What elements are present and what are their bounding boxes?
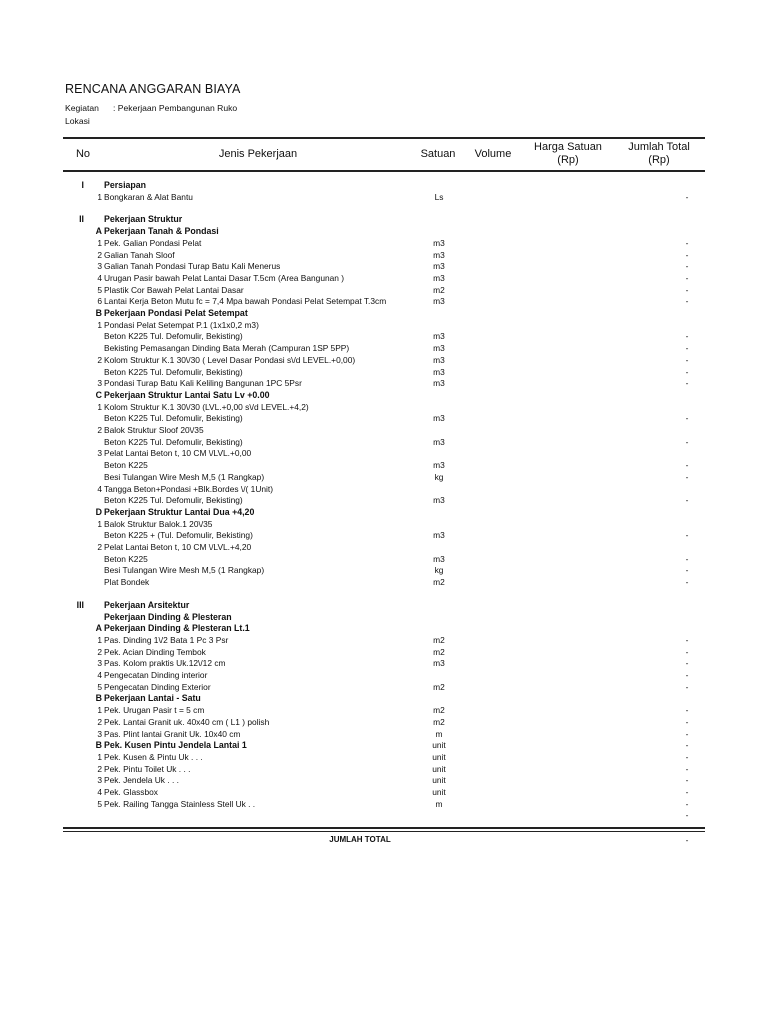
row-description: Plat Bondek — [104, 577, 150, 588]
row-description: Pek. Galian Pondasi Pelat — [104, 237, 202, 248]
row-number: 1 — [97, 518, 102, 529]
row-total: - — [685, 296, 689, 307]
row-number: 3 — [97, 728, 102, 739]
header-jumlah-line1: Jumlah Total — [628, 141, 690, 153]
row-description: Plastik Cor Bawah Pelat Lantai Dasar — [104, 284, 244, 295]
table-row — [0, 529, 768, 541]
row-number: B — [95, 693, 102, 704]
table-row — [0, 295, 768, 307]
row-total: - — [685, 787, 689, 797]
table-row — [0, 319, 768, 331]
row-unit: unit — [432, 775, 446, 786]
row-description: Pekerjaan Struktur Lantai Satu Lv +0.00 — [104, 389, 270, 400]
row-number: 3 — [97, 775, 102, 786]
row-description: Beton K225 Tul. Defomulir, Bekisting) — [104, 366, 243, 377]
row-number: 2 — [97, 716, 102, 727]
row-description: Pondasi Turap Batu Kali Keliling Bangunan 1PC 5Psr — [104, 378, 302, 389]
table-bottom-rule — [63, 827, 705, 829]
row-description: Bekisting Pemasangan Dinding Bata Merah (Campuran 1SP 5PP) — [104, 343, 350, 354]
row-description: Pengecatan Dinding Exterior — [104, 681, 211, 692]
row-description: Balok Struktur Balok.1 20\/35 — [104, 518, 213, 529]
row-description: Galian Tanah Sloof — [104, 249, 175, 260]
table-row — [0, 249, 768, 261]
row-number: 3 — [97, 448, 102, 459]
row-total: - — [685, 565, 689, 576]
row-description: Pek. Railing Tangga Stainless Stell Uk . . — [104, 798, 256, 809]
row-number: 1 — [97, 191, 102, 202]
table-row — [0, 494, 768, 506]
row-description: Pek. Acian Dinding Tembok — [104, 646, 206, 657]
row-total: - — [685, 331, 689, 342]
header-harga-line2: (Rp) — [557, 154, 579, 166]
row-description: Pas. Dinding 1\/2 Bata 1 Pc 3 Psr — [104, 634, 229, 645]
table-row — [0, 564, 768, 576]
row-number: 1 — [97, 751, 102, 762]
row-total: - — [685, 670, 689, 680]
table-row — [0, 424, 768, 436]
row-description: Beton K225 Tul. Defomulir, Bekisting) — [104, 495, 243, 506]
row-unit: m3 — [433, 553, 445, 564]
row-description: Pengecatan Dinding interior — [104, 670, 208, 680]
table-row — [0, 646, 768, 658]
table-row — [0, 518, 768, 530]
header-satuan: Satuan — [420, 148, 456, 160]
row-number: 2 — [97, 646, 102, 657]
row-description: Pek. Jendela Uk . . . — [104, 775, 179, 786]
row-total: - — [685, 658, 689, 669]
subsection-row — [0, 307, 768, 319]
row-total: - — [685, 577, 689, 588]
table-row — [0, 401, 768, 413]
row-unit: m2 — [433, 681, 445, 692]
row-total: - — [685, 716, 689, 727]
row-unit: m3 — [433, 378, 445, 389]
row-number: 3 — [97, 658, 102, 669]
subsection-row — [0, 506, 768, 518]
row-number: 4 — [97, 670, 102, 680]
table-row — [0, 260, 768, 272]
total-label: JUMLAH TOTAL — [329, 835, 391, 844]
table-row — [0, 342, 768, 354]
row-number: D — [95, 506, 102, 517]
section-row — [0, 179, 768, 191]
row-number: 1 — [97, 634, 102, 645]
subsection-row — [0, 611, 768, 623]
row-unit: m3 — [433, 366, 445, 377]
row-description: Kolom Struktur K.1 30\/30 (LVL.+0,00 s\/d LEVEL.+4,2) — [104, 401, 309, 412]
header-jumlah-line2: (Rp) — [648, 154, 670, 166]
table-bottom-rule-thin — [63, 831, 705, 832]
row-description: Beton K225 Tul. Defomulir, Bekisting) — [104, 413, 243, 424]
row-description: Pek. Kusen & Pintu Uk . . . — [104, 751, 203, 762]
row-unit: m3 — [433, 272, 445, 283]
row-description: Pekerjaan Dinding & Plesteran Lt.1 — [104, 623, 250, 634]
row-total: - — [685, 553, 689, 564]
row-description: Persiapan — [104, 180, 147, 190]
subsection-row — [0, 739, 768, 751]
row-total: - — [685, 798, 689, 809]
row-total: - — [685, 272, 689, 283]
row-description: Pekerjaan Lantai - Satu — [104, 693, 201, 704]
row-total: - — [685, 249, 689, 260]
row-description: Beton K225 + (Tul. Defomulir, Bekisting) — [104, 530, 253, 541]
row-description: Balok Struktur Sloof 20\/35 — [104, 425, 204, 435]
row-number: 4 — [97, 787, 102, 797]
row-unit: m3 — [433, 261, 445, 272]
row-description: Pekerjaan Struktur Lantai Dua +4,20 — [104, 506, 255, 517]
section-row — [0, 599, 768, 611]
row-description: Beton K225 — [104, 460, 148, 471]
row-total: - — [685, 460, 689, 471]
row-unit: m3 — [433, 530, 445, 541]
row-description: Pondasi Pelat Setempat P.1 (1x1x0,2 m3) — [104, 319, 259, 330]
row-description: Besi Tulangan Wire Mesh M,5 (1 Rangkap) — [104, 471, 265, 482]
row-description: Lantai Kerja Beton Mutu fc = 7,4 Mpa bawah Pondasi Pelat Setempat T.3cm — [104, 296, 387, 307]
row-description: Urugan Pasir bawah Pelat Lantai Dasar T.5cm (Area Bangunan ) — [104, 272, 345, 283]
row-description: Galian Tanah Pondasi Turap Batu Kali Menerus — [104, 261, 281, 272]
row-number: 4 — [97, 483, 102, 494]
subsection-row — [0, 225, 768, 237]
row-description: Beton K225 Tul. Defomulir, Bekisting) — [104, 331, 243, 342]
row-unit: unit — [432, 763, 446, 774]
row-unit: m2 — [433, 577, 445, 588]
row-number: 3 — [97, 378, 102, 389]
table-row — [0, 330, 768, 342]
row-description: Pek. Urugan Pasir t = 5 cm — [104, 705, 205, 716]
row-number: 1 — [97, 705, 102, 716]
table-row — [0, 751, 768, 763]
row-unit: Ls — [434, 191, 444, 202]
row-unit: m3 — [433, 296, 445, 307]
row-unit: kg — [434, 471, 444, 482]
table-row — [0, 191, 768, 203]
header-harga-line1: Harga Satuan — [534, 141, 602, 153]
table-row — [0, 412, 768, 424]
row-total: - — [685, 366, 689, 377]
table-row — [0, 284, 768, 296]
row-total: - — [685, 354, 689, 365]
row-number: 1 — [97, 237, 102, 248]
row-number: 2 — [97, 763, 102, 774]
table-row — [0, 459, 768, 471]
row-number: A — [95, 226, 102, 237]
row-description: Pek. Glassbox — [104, 787, 158, 797]
row-unit: m3 — [433, 354, 445, 365]
header-jenis-pekerjaan: Jenis Pekerjaan — [218, 148, 298, 160]
row-total: - — [685, 343, 689, 354]
row-total: - — [685, 763, 689, 774]
kegiatan-line — [65, 103, 237, 113]
row-number: B — [95, 308, 102, 318]
row-total: - — [685, 471, 689, 482]
row-total: - — [685, 728, 689, 739]
subsection-row — [0, 389, 768, 401]
row-unit: m2 — [433, 705, 445, 716]
row-total: - — [685, 751, 689, 762]
row-total: - — [685, 681, 689, 692]
row-description: Pekerjaan Tanah & Pondasi — [104, 226, 219, 237]
row-total: - — [685, 530, 689, 541]
row-number: 2 — [97, 354, 102, 365]
header-no: No — [75, 148, 91, 160]
table-row — [0, 716, 768, 728]
row-unit: unit — [432, 751, 446, 762]
table-header — [63, 137, 705, 172]
table-row — [0, 447, 768, 459]
lokasi-line — [65, 116, 113, 126]
row-number: 5 — [97, 681, 102, 692]
row-number: II — [79, 214, 84, 225]
row-description: Kolom Struktur K.1 30\/30 ( Level Dasar Pondasi s\/d LEVEL.+0,00) — [104, 354, 356, 365]
subsection-row — [0, 622, 768, 634]
row-unit: m3 — [433, 343, 445, 354]
table-row — [0, 237, 768, 249]
table-row — [0, 471, 768, 483]
table-row — [0, 634, 768, 646]
row-number: 1 — [97, 401, 102, 412]
row-description: Pekerjaan Arsitektur — [104, 599, 190, 610]
row-number: 3 — [97, 261, 102, 272]
row-description: Pek. Pintu Toilet Uk . . . — [104, 763, 191, 774]
row-number: 4 — [97, 272, 102, 283]
table-row — [0, 483, 768, 495]
row-number: 5 — [97, 798, 102, 809]
header-volume: Volume — [474, 148, 512, 160]
row-unit: kg — [434, 565, 444, 576]
table-row — [0, 704, 768, 716]
table-row — [0, 728, 768, 740]
row-total: - — [685, 740, 689, 751]
row-description: Pas. Kolom praktis Uk.12\/12 cm — [104, 658, 226, 669]
row-description: Pelat Lantai Beton t, 10 CM \/LVL.+4,20 — [104, 542, 252, 552]
row-unit: m — [435, 728, 443, 739]
row-unit: m3 — [433, 249, 445, 260]
row-unit: m3 — [433, 237, 445, 248]
row-number: B — [95, 740, 102, 751]
table-row — [0, 669, 768, 681]
row-unit: m3 — [433, 413, 445, 424]
row-unit: m2 — [433, 284, 445, 295]
row-total: - — [685, 775, 689, 786]
row-total: - — [685, 634, 689, 645]
table-row — [0, 272, 768, 284]
header-harga-satuan — [523, 141, 613, 167]
row-number: 2 — [97, 425, 102, 435]
table-row — [0, 377, 768, 389]
row-unit: m2 — [433, 716, 445, 727]
row-total: - — [685, 378, 689, 389]
row-total: - — [685, 495, 689, 506]
row-unit: m2 — [433, 646, 445, 657]
row-unit: unit — [432, 787, 446, 797]
row-number: 2 — [97, 542, 102, 552]
table-row — [0, 576, 768, 588]
row-number: A — [95, 623, 102, 634]
row-number: 2 — [97, 249, 102, 260]
row-description: Pelat Lantai Beton t, 10 CM \/LVL.+0,00 — [104, 448, 252, 459]
row-unit: m3 — [433, 460, 445, 471]
row-description: Pekerjaan Pondasi Pelat Setempat — [104, 308, 248, 318]
table-row — [0, 354, 768, 366]
table-row — [0, 774, 768, 786]
row-total: - — [685, 284, 689, 295]
row-description: Tangga Beton+Pondasi +Blk.Bordes \/( 1Unit) — [104, 483, 273, 494]
row-unit: m3 — [433, 436, 445, 447]
total-value: - — [685, 835, 689, 845]
row-description: Bongkaran & Alat Bantu — [104, 191, 193, 202]
table-row — [0, 681, 768, 693]
row-description: Beton K225 — [104, 553, 148, 564]
row-description: Pas. Plint lantai Granit Uk. 10x40 cm — [104, 728, 241, 739]
row-number: III — [76, 599, 84, 610]
row-total: - — [685, 191, 689, 202]
row-unit: m3 — [433, 331, 445, 342]
table-row — [0, 366, 768, 378]
document-title: RENCANA ANGGARAN BIAYA — [65, 82, 241, 96]
row-total: - — [685, 810, 689, 821]
row-total: - — [685, 413, 689, 424]
table-row — [0, 809, 768, 821]
table-row — [0, 786, 768, 798]
table-row — [0, 798, 768, 810]
table-row — [0, 763, 768, 775]
row-total: - — [685, 646, 689, 657]
row-total: - — [685, 237, 689, 248]
row-number: 1 — [97, 319, 102, 330]
row-description: Pekerjaan Dinding & Plesteran — [104, 611, 232, 622]
row-total: - — [685, 705, 689, 716]
row-total: - — [685, 261, 689, 272]
subsection-row — [0, 692, 768, 704]
section-row — [0, 213, 768, 225]
row-unit: m3 — [433, 495, 445, 506]
header-jumlah-total — [618, 141, 700, 167]
table-row — [0, 436, 768, 448]
table-row — [0, 553, 768, 565]
kegiatan-value: : Pekerjaan Pembangunan Ruko — [113, 103, 238, 113]
row-description: Besi Tulangan Wire Mesh M,5 (1 Rangkap) — [104, 565, 265, 576]
row-description: Pek. Lantai Granit uk. 40x40 cm ( L1 ) polish — [104, 716, 270, 727]
lokasi-label: Lokasi — [65, 116, 90, 126]
row-unit: m — [435, 798, 443, 809]
row-number: 5 — [97, 284, 102, 295]
row-number: I — [81, 180, 84, 190]
table-row — [0, 541, 768, 553]
row-unit: m2 — [433, 634, 445, 645]
kegiatan-label: Kegiatan — [65, 103, 99, 113]
row-number: 6 — [97, 296, 102, 307]
row-description: Pek. Kusen Pintu Jendela Lantai 1 — [104, 740, 247, 751]
row-total: - — [685, 436, 689, 447]
row-number: C — [95, 389, 102, 400]
table-row — [0, 657, 768, 669]
row-unit: m3 — [433, 658, 445, 669]
row-description: Pekerjaan Struktur — [104, 214, 183, 225]
row-description: Beton K225 Tul. Defomulir, Bekisting) — [104, 436, 243, 447]
row-unit: unit — [432, 740, 446, 751]
